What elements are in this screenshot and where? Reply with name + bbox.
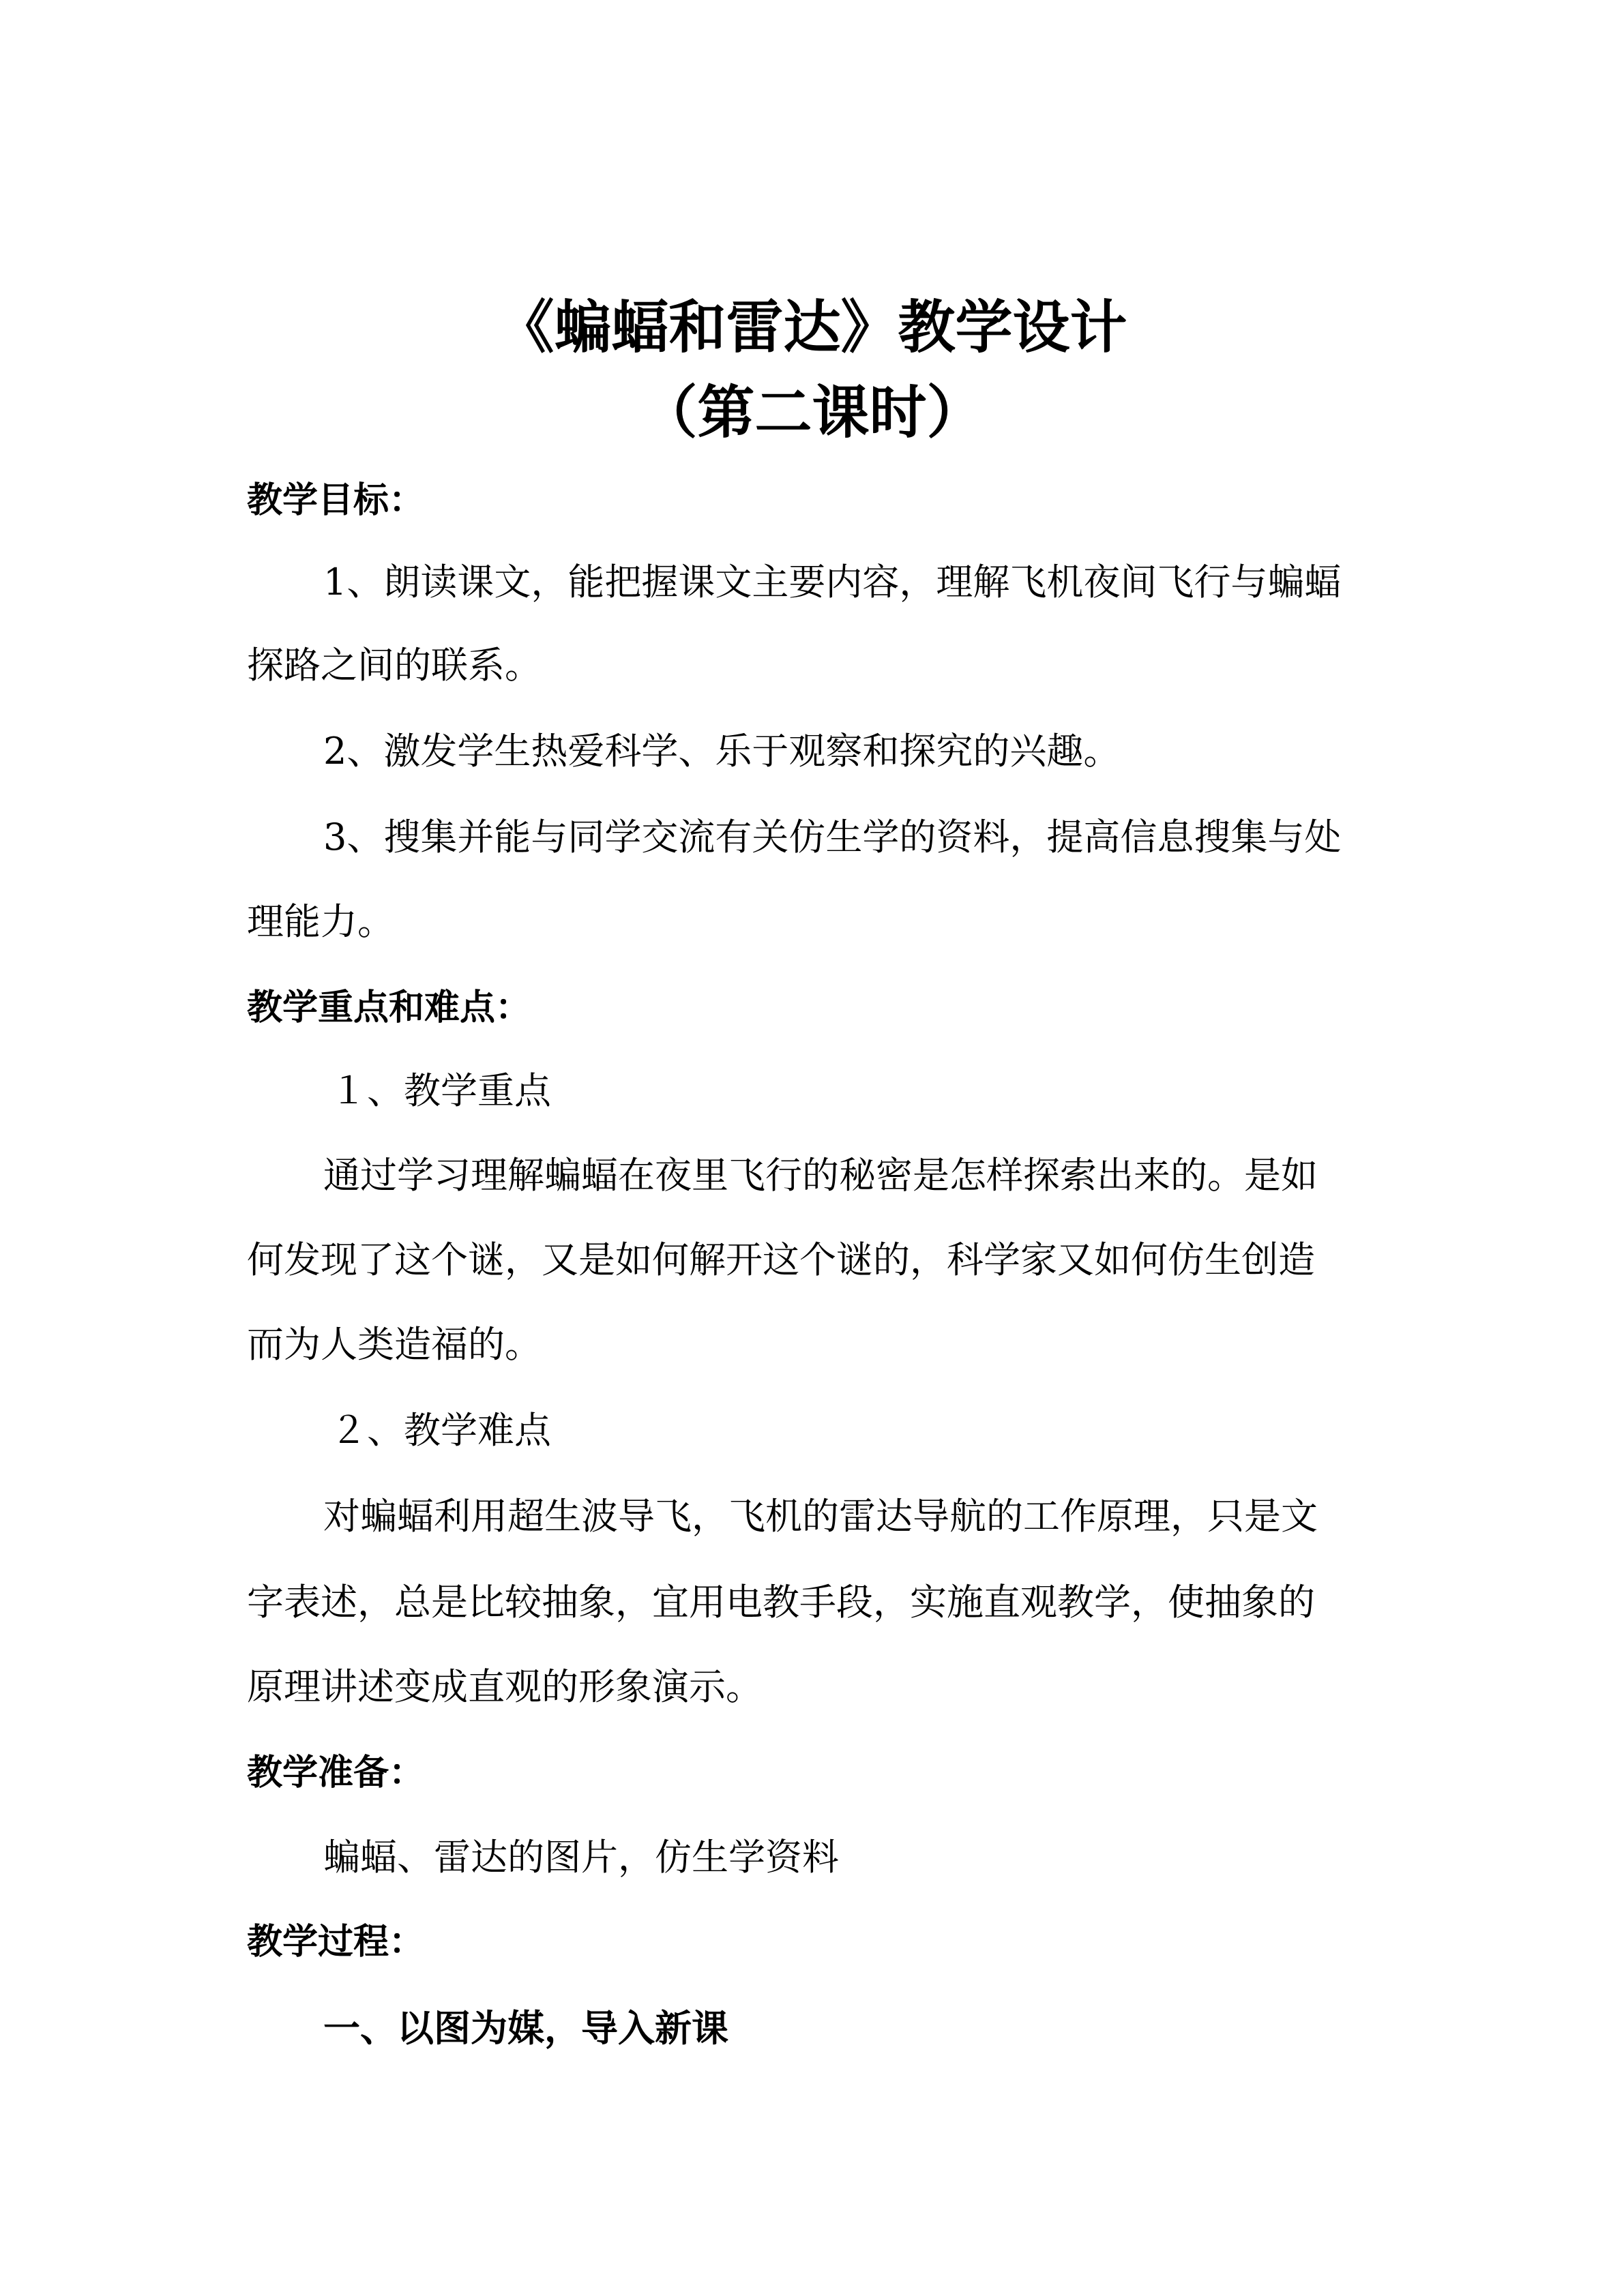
preparation-heading: 教学准备： <box>247 1752 425 1793</box>
document-title: 《蝙蝠和雷达》教学设计 <box>497 293 1127 361</box>
objective-2: 2、激发学生热爱科学、乐于观察和探究的兴趣。 <box>323 730 1121 773</box>
key-points-heading: 教学重点和难点： <box>247 987 531 1028</box>
focus-line-2: 何发现了这个谜，又是如何解开这个谜的，科学家又如何仿生创造 <box>247 1238 1315 1281</box>
focus-label: １、教学重点 <box>330 1069 551 1112</box>
objective-3-line-2: 理能力。 <box>247 900 394 943</box>
objective-1-line-2: 探路之间的联系。 <box>247 644 542 687</box>
process-step-1: 一、以图为媒，导入新课 <box>323 2006 728 2050</box>
focus-line-3: 而为人类造福的。 <box>247 1323 542 1366</box>
focus-line-1: 通过学习理解蝙蝠在夜里飞行的秘密是怎样探索出来的。是如 <box>323 1154 1318 1197</box>
preparation-text: 蝙蝠、雷达的图片，仿生学资料 <box>323 1836 839 1879</box>
objectives-heading: 教学目标： <box>247 479 425 521</box>
difficulty-line-2: 字表述，总是比较抽象，宜用电教手段，实施直观教学，使抽象的 <box>247 1581 1315 1624</box>
objective-3-line-1: 3、搜集并能与同学交流有关仿生学的资料，提高信息搜集与处 <box>323 816 1342 859</box>
difficulty-label: ２、教学难点 <box>330 1409 551 1452</box>
objective-1-line-1: 1、朗读课文，能把握课文主要内容，理解飞机夜间飞行与蝙蝠 <box>323 561 1342 603</box>
difficulty-line-1: 对蝙蝠利用超生波导飞，飞机的雷达导航的工作原理，只是文 <box>323 1495 1318 1538</box>
document-subtitle: （第二课时） <box>640 378 984 446</box>
difficulty-line-3: 原理讲述变成直观的形象演示。 <box>247 1665 763 1708</box>
process-heading: 教学过程： <box>247 1921 425 1963</box>
